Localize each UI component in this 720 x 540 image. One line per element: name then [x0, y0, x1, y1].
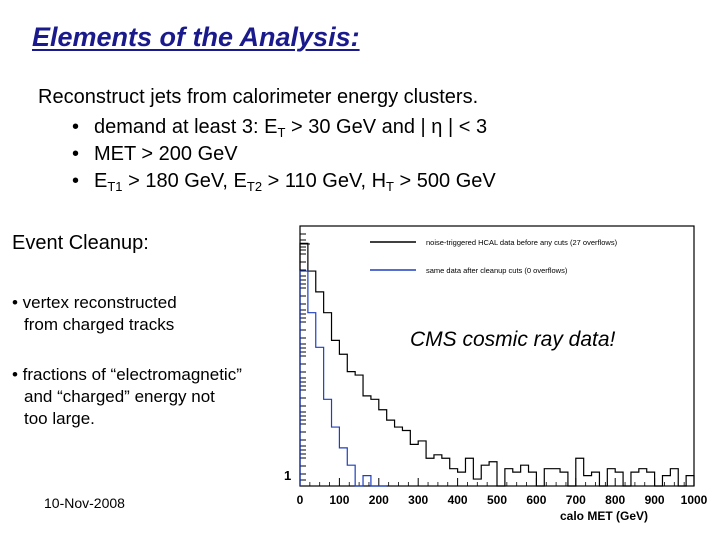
cms-cosmic-annotation: CMS cosmic ray data! [410, 328, 616, 351]
x-tick-label: 700 [565, 493, 586, 507]
x-tick-label: 800 [605, 493, 626, 507]
bullet-symbol: • [72, 143, 80, 165]
x-tick-label: 300 [408, 493, 429, 507]
x-tick-label: 900 [644, 493, 665, 507]
cleanup-item-line: • vertex reconstructed [12, 293, 177, 312]
x-tick-label: 100 [329, 493, 350, 507]
legend-entry: same data after cleanup cuts (0 overflows) [426, 266, 568, 275]
met-histogram [244, 210, 714, 532]
cleanup-item-line: too large. [24, 409, 95, 428]
cleanup-heading: Event Cleanup: [12, 232, 149, 254]
subscript: T1 [107, 179, 123, 194]
bullet-met [72, 143, 238, 166]
bullet-jet-demand-text-2: > 30 GeV and | η | < 3 [285, 116, 488, 138]
bullet-symbol: • [72, 116, 80, 138]
bullet-met-text: MET > 200 GeV [94, 143, 238, 165]
bullet-symbol: • [72, 170, 80, 192]
cleanup-item-line: and “charged” energy not [24, 387, 215, 406]
slide-title: Elements of the Analysis: [32, 22, 360, 52]
et-text-1: E [94, 170, 108, 192]
y-tick-label: 1 [284, 468, 292, 483]
cleanup-item-vertex [12, 292, 177, 336]
x-tick-label: 0 [296, 493, 304, 507]
bullet-jet-demand-text: demand at least 3: E [94, 116, 278, 138]
reconstruct-intro: Reconstruct jets from calorimeter energy clusters. [38, 86, 479, 108]
legend-entry: noise-triggered HCAL data before any cuts (27 overflows) [426, 238, 618, 247]
et-text-2: > 180 GeV, E [122, 170, 247, 192]
x-tick-label: 1000 [680, 493, 708, 507]
footer-date: 10-Nov-2008 [44, 495, 125, 511]
et-text-3: > 110 GeV, H [262, 170, 387, 192]
subscript: T2 [246, 179, 263, 194]
x-tick-label: 500 [486, 493, 508, 507]
cleanup-item-fractions [12, 364, 242, 430]
subscript: T [386, 179, 394, 194]
cleanup-item-line: from charged tracks [24, 315, 175, 334]
bullet-jet-demand [72, 116, 487, 139]
x-axis-label: calo MET (GeV) [559, 509, 649, 523]
bullet-et-thresholds [72, 170, 496, 193]
cleanup-item-line: • fractions of “electromagnetic” [12, 365, 242, 384]
et-text-4: > 500 GeV [394, 170, 496, 192]
x-tick-label: 200 [368, 493, 389, 507]
x-tick-label: 600 [526, 493, 547, 507]
x-tick-label: 400 [447, 493, 468, 507]
subscript: T [277, 125, 286, 140]
plot-frame [300, 226, 694, 486]
